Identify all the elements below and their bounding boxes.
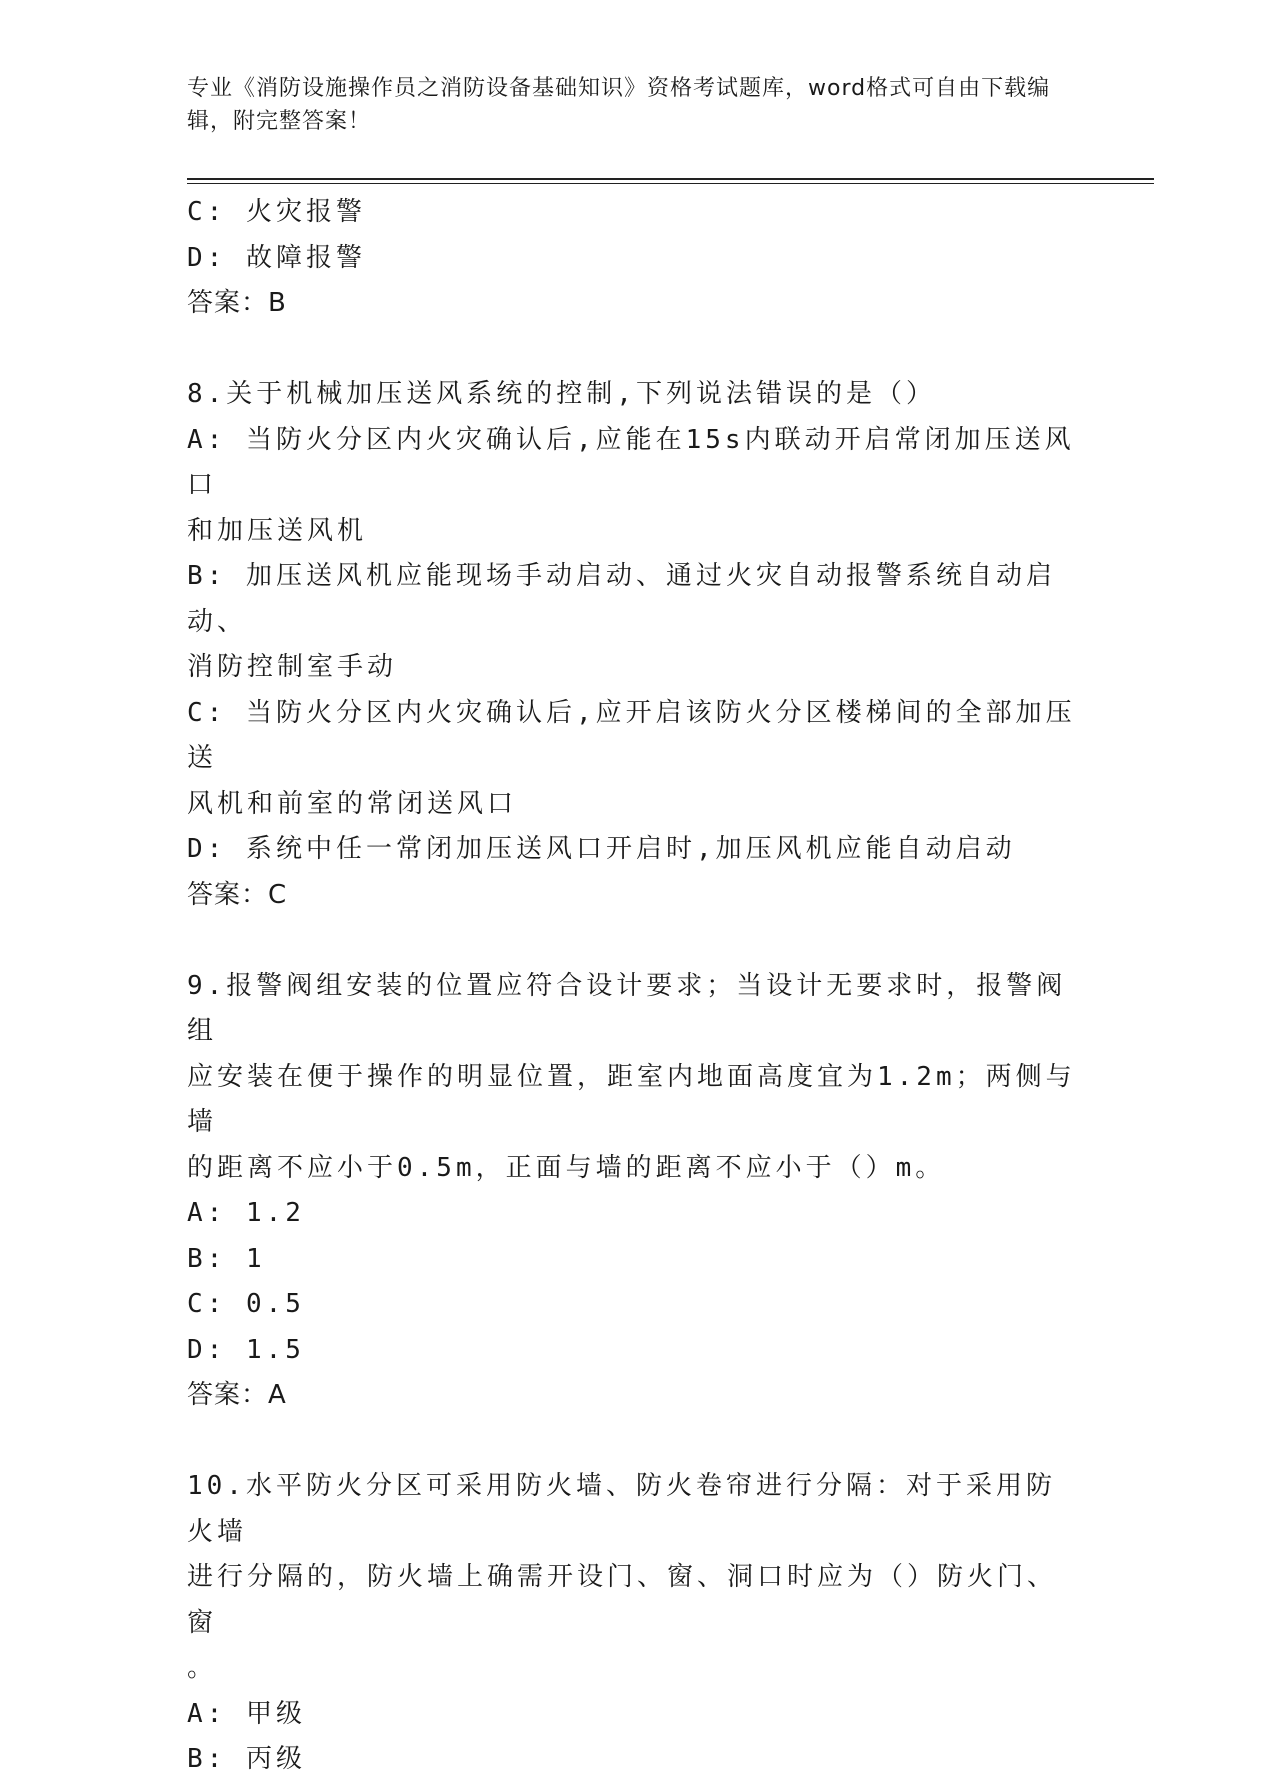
option-line: B: 加压送风机应能现场手动启动、通过火灾自动报警系统自动启动、: [187, 561, 1056, 637]
option-line: A: 甲级: [187, 1698, 306, 1729]
option-line: D: 1.5: [187, 1334, 305, 1365]
question-9: [187, 964, 1077, 1419]
option-line: B: 1: [187, 1243, 266, 1274]
header-rule-thick: [187, 178, 1154, 180]
header-rule-thin: [187, 183, 1154, 184]
answer-line: 答案：A: [187, 1380, 287, 1410]
answer-line: 答案：C: [187, 879, 288, 910]
question-8: [187, 372, 1077, 918]
option-line: B: 丙级: [187, 1744, 306, 1774]
option-line: A: 1.2: [187, 1198, 305, 1228]
option-line: D: 故障报警: [187, 242, 366, 273]
option-line: C: 当防火分区内火灾确认后,应开启该防火分区楼梯间的全部加压送: [187, 697, 1076, 773]
question-stem: 8.关于机械加压送风系统的控制,下列说法错误的是（）: [187, 379, 936, 409]
option-line: C: 0.5: [187, 1289, 305, 1319]
option-line: D: 系统中任一常闭加压送风口开启时,加压风机应能自动启动: [187, 834, 1016, 864]
question-stem: 9.报警阀组安装的位置应符合设计要求；当设计无要求时，报警阀组: [187, 970, 1067, 1046]
answer-line: 答案：B: [187, 288, 287, 318]
option-line: A: 当防火分区内火灾确认后,应能在15s内联动开启常闭加压送风口: [187, 424, 1075, 500]
question-stem: 进行分隔的，防火墙上确需开设门、窗、洞口时应为（）防火门、窗: [187, 1562, 1058, 1638]
document-header: 专业《消防设施操作员之消防设备基础知识》资格考试题库，word格式可自由下载编辑，附完整答案！: [187, 76, 1051, 134]
question-stem: 10.水平防火分区可采用防火墙、防火卷帘进行分隔：对于采用防火墙: [187, 1471, 1056, 1547]
question-stem: 应安装在便于操作的明显位置，距室内地面高度宜为1.2m；两侧与墙: [187, 1061, 1076, 1137]
option-line: C: 火灾报警: [187, 197, 366, 227]
question-content: [187, 190, 1077, 1783]
option-line: 风机和前室的常闭送风口: [187, 788, 518, 819]
option-line: 消防控制室手动: [187, 652, 398, 682]
question-10: [187, 1464, 1077, 1783]
prev-question: [187, 190, 1077, 327]
question-stem: 的距离不应小于0.5m，正面与墙的距离不应小于（）m。: [187, 1152, 946, 1183]
option-line: 和加压送风机: [187, 515, 368, 546]
question-stem: 。: [187, 1653, 218, 1683]
